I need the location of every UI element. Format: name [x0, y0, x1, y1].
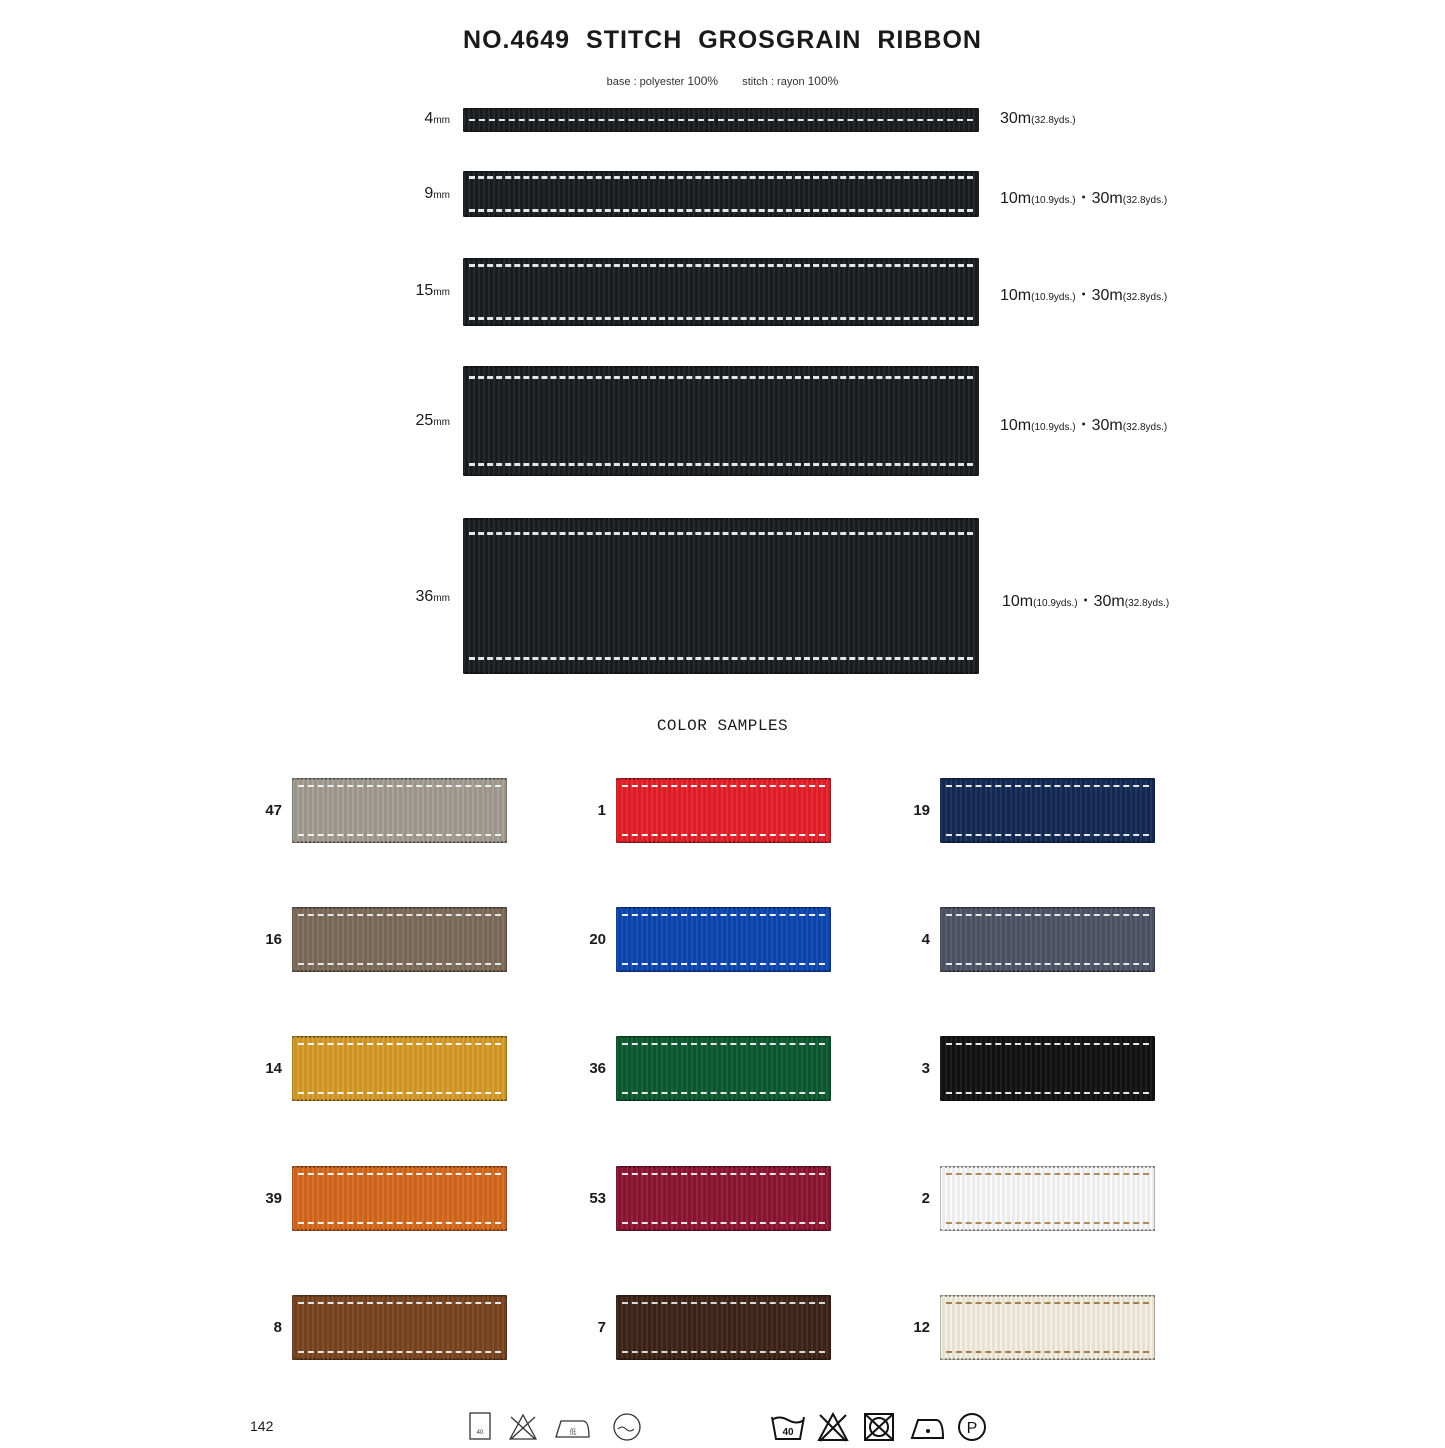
material-base: base : polyester [606, 76, 685, 88]
color-swatch [616, 907, 831, 972]
ribbon-sample [463, 258, 979, 326]
dry-clean-icon [610, 1411, 644, 1443]
ribbon-width-label: 4mm [424, 110, 450, 127]
color-swatch [940, 1036, 1155, 1101]
ribbon-length-label: 10m(10.9yds.)・30m(32.8yds.) [1000, 287, 1168, 304]
color-swatch [292, 778, 507, 843]
page-title: NO.4649 STITCH GROSGRAIN RIBBON [463, 26, 982, 54]
no-bleach-icon [816, 1411, 850, 1443]
color-swatch [292, 1166, 507, 1231]
color-swatch [616, 1295, 831, 1360]
ribbon-sample [463, 171, 979, 217]
color-number-label: 14 [265, 1060, 282, 1077]
ribbon-length-label: 10m(10.9yds.)・30m(32.8yds.) [1000, 417, 1168, 434]
color-number-label: 8 [273, 1319, 282, 1336]
color-number-label: 39 [265, 1190, 282, 1207]
wash-40-icon [770, 1411, 806, 1443]
ribbon-width-label: 15mm [415, 282, 450, 299]
ribbon-sample [463, 108, 979, 132]
color-number-label: 20 [589, 931, 606, 948]
color-swatch [292, 1295, 507, 1360]
color-number-label: 36 [589, 1060, 606, 1077]
color-number-label: 53 [589, 1190, 606, 1207]
color-swatch [616, 1166, 831, 1231]
no-bleach-small-icon [506, 1411, 540, 1443]
ribbon-length-label: 10m(10.9yds.)・30m(32.8yds.) [1000, 190, 1168, 207]
material-base-pct: 100% [687, 74, 719, 88]
color-number-label: 12 [913, 1319, 930, 1336]
ribbon-width-label: 9mm [424, 185, 450, 202]
no-tumble-dry-icon [862, 1411, 896, 1443]
dry-clean-p-icon [955, 1411, 989, 1443]
color-swatch [940, 907, 1155, 972]
color-number-label: 2 [921, 1190, 930, 1207]
color-number-label: 4 [921, 931, 930, 948]
svg-text:40: 40 [476, 1430, 484, 1436]
ribbon-sample [463, 366, 979, 476]
ribbon-length-label: 10m(10.9yds.)・30m(32.8yds.) [1002, 593, 1170, 610]
hand-wash-icon [466, 1411, 500, 1443]
color-number-label: 3 [921, 1060, 930, 1077]
color-swatch [292, 907, 507, 972]
material-stitch-pct: 100% [807, 74, 839, 88]
page-number: 142 [250, 1418, 274, 1434]
color-swatch [940, 1295, 1155, 1360]
color-swatch [940, 1166, 1155, 1231]
ribbon-width-label: 36mm [415, 588, 450, 605]
svg-text:40: 40 [782, 1427, 794, 1438]
iron-icon [910, 1411, 946, 1443]
color-number-label: 7 [597, 1319, 606, 1336]
color-swatch [292, 1036, 507, 1101]
ribbon-length-label: 30m(32.8yds.) [1000, 110, 1076, 127]
ribbon-sample [463, 518, 979, 674]
ribbon-width-label: 25mm [415, 412, 450, 429]
color-number-label: 16 [265, 931, 282, 948]
color-number-label: 19 [913, 802, 930, 819]
color-samples-title: COLOR SAMPLES [656, 717, 789, 735]
color-swatch [940, 778, 1155, 843]
material-composition [0, 74, 1445, 88]
color-number-label: 1 [597, 802, 606, 819]
svg-text:低: 低 [569, 1428, 577, 1436]
svg-text:P: P [966, 1420, 978, 1437]
color-swatch [616, 778, 831, 843]
color-swatch [616, 1036, 831, 1101]
material-stitch: stitch : rayon [742, 76, 805, 88]
color-number-label: 47 [265, 802, 282, 819]
iron-low-icon [553, 1411, 593, 1443]
